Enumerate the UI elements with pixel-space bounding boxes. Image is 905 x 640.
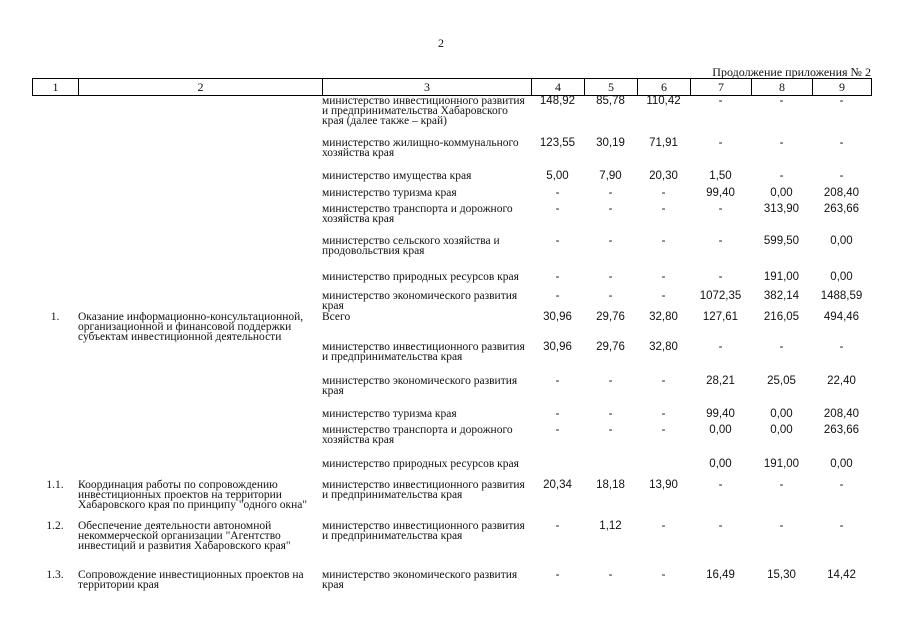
activity-name — [78, 409, 322, 425]
value-cell: - — [555, 203, 560, 215]
row-number — [32, 272, 78, 291]
value-cell: 263,66 — [823, 203, 860, 215]
executor-name: министерство инвестиционного развития и предпринимательства Хабаровского края (далее также – край) — [322, 95, 525, 127]
table-row — [32, 480, 871, 521]
table-row — [32, 521, 871, 570]
value-cell: - — [608, 187, 613, 199]
value-cell: 127,61 — [702, 311, 739, 323]
column-header-6: 6 — [638, 79, 691, 96]
value-cell: 25,05 — [767, 375, 796, 387]
table-row — [32, 204, 871, 236]
table-row — [32, 96, 871, 138]
value-cell: - — [661, 187, 666, 199]
row-number — [32, 188, 78, 204]
value-cell: 32,80 — [649, 311, 678, 323]
executor-name: министерство природных ресурсов края — [322, 458, 519, 470]
value-cell: - — [718, 137, 723, 149]
executor-name: министерство туризма края — [322, 187, 457, 199]
value-cell: - — [555, 520, 560, 532]
value-cell: - — [608, 424, 613, 436]
row-number — [32, 409, 78, 425]
row-number — [32, 138, 78, 171]
table-row — [32, 376, 871, 409]
row-number — [32, 342, 78, 376]
value-cell: 0,00 — [830, 235, 853, 247]
value-cell: - — [779, 95, 784, 107]
column-header-7: 7 — [691, 79, 752, 96]
value-cell: - — [718, 271, 723, 283]
value-cell: - — [555, 290, 560, 302]
activity-name — [78, 342, 322, 376]
row-number — [32, 96, 78, 138]
value-cell: - — [718, 95, 723, 107]
value-cell: 15,30 — [767, 569, 796, 581]
value-cell: 148,92 — [539, 95, 576, 107]
activity-name — [78, 96, 322, 138]
column-header-4: 4 — [532, 79, 585, 96]
table-row — [32, 409, 871, 425]
value-cell: 0,00 — [770, 408, 793, 420]
value-cell: 7,90 — [599, 170, 622, 182]
value-cell: 29,76 — [596, 341, 625, 353]
table-row — [32, 272, 871, 291]
value-cell: - — [718, 235, 723, 247]
table-row — [32, 236, 871, 272]
value-cell: 16,49 — [706, 569, 735, 581]
value-cell: 99,40 — [706, 187, 735, 199]
value-cell: 30,96 — [543, 311, 572, 323]
value-cell: 18,18 — [596, 479, 625, 491]
row-number: 1.3. — [46, 569, 64, 581]
value-cell: - — [555, 375, 560, 387]
value-cell: - — [661, 290, 666, 302]
executor-name: министерство экономического развития края — [322, 569, 518, 591]
row-number: 1. — [50, 311, 60, 323]
value-cell: - — [661, 375, 666, 387]
row-number — [32, 204, 78, 236]
value-cell: 29,76 — [596, 311, 625, 323]
table-row — [32, 138, 871, 171]
value-cell: - — [839, 170, 844, 182]
column-header-5: 5 — [585, 79, 638, 96]
value-cell: 1488,59 — [820, 290, 863, 302]
row-number — [32, 376, 78, 409]
value-cell: - — [779, 341, 784, 353]
table-header — [32, 78, 872, 96]
row-number: 1.2. — [46, 520, 64, 532]
value-cell: - — [839, 341, 844, 353]
value-cell: - — [555, 569, 560, 581]
value-cell — [637, 459, 690, 480]
activity-name — [78, 459, 322, 480]
value-cell: 208,40 — [823, 408, 860, 420]
value-cell: - — [608, 290, 613, 302]
executor-name: министерство туризма края — [322, 408, 457, 420]
value-cell: 599,50 — [763, 235, 800, 247]
table-row — [32, 342, 871, 376]
value-cell: - — [779, 520, 784, 532]
row-number — [32, 459, 78, 480]
executor-name: министерство сельского хозяйства и продовольствия края — [322, 235, 500, 257]
value-cell: - — [661, 520, 666, 532]
continuation-label: Продолжение приложения № 2 — [712, 65, 871, 79]
value-cell: - — [661, 424, 666, 436]
value-cell: - — [718, 203, 723, 215]
value-cell: - — [555, 424, 560, 436]
executor-name: министерство инвестиционного развития и предпринимательства края — [322, 479, 525, 501]
executor-name: министерство инвестиционного развития и предпринимательства края — [322, 520, 525, 542]
row-number — [32, 236, 78, 272]
value-cell: 1,50 — [709, 170, 732, 182]
table-row — [32, 291, 871, 312]
activity-name: Обеспечение деятельности автономной некоммерческой организации "Агентство инвестиций и развития Хабаровского края" — [78, 520, 291, 552]
activity-name: Оказание информационно-консультационной, организационной и финансовой поддержки субъектам инвестиционной деятельности — [78, 311, 304, 343]
activity-name — [78, 376, 322, 409]
value-cell: 0,00 — [709, 458, 732, 470]
value-cell: - — [661, 235, 666, 247]
activity-name — [78, 236, 322, 272]
value-cell: 208,40 — [823, 187, 860, 199]
value-cell: 30,96 — [543, 341, 572, 353]
value-cell: - — [608, 408, 613, 420]
value-cell: - — [608, 375, 613, 387]
executor-name: министерство имущества края — [322, 170, 472, 182]
value-cell: 1072,35 — [699, 290, 742, 302]
value-cell: - — [839, 479, 844, 491]
value-cell: 28,21 — [706, 375, 735, 387]
activity-name — [78, 204, 322, 236]
table-row — [32, 171, 871, 188]
value-cell: 14,42 — [827, 569, 856, 581]
value-cell: 5,00 — [546, 170, 569, 182]
value-cell: - — [718, 479, 723, 491]
value-cell: - — [839, 95, 844, 107]
activity-name: Координация работы по сопровождению инвестиционных проектов на территории Хабаровского края по принципу "одного окна" — [78, 479, 308, 511]
value-cell: - — [661, 569, 666, 581]
value-cell: - — [839, 137, 844, 149]
table-body — [32, 96, 871, 594]
value-cell: 0,00 — [770, 424, 793, 436]
value-cell: 13,90 — [649, 479, 678, 491]
column-header-9: 9 — [813, 79, 872, 96]
activity-name — [78, 291, 322, 312]
value-cell: 110,42 — [646, 95, 681, 107]
column-header-8: 8 — [752, 79, 813, 96]
value-cell: - — [839, 520, 844, 532]
value-cell: - — [779, 137, 784, 149]
value-cell — [584, 459, 637, 480]
activity-name: Сопровождение инвестиционных проектов на территории края — [78, 569, 304, 591]
value-cell: 20,30 — [649, 170, 678, 182]
value-cell: 99,40 — [706, 408, 735, 420]
executor-name: министерство инвестиционного развития и предпринимательства края — [322, 341, 525, 363]
value-cell: - — [779, 479, 784, 491]
value-cell: 0,00 — [830, 458, 853, 470]
value-cell: 263,66 — [823, 424, 860, 436]
page-number: 2 — [438, 36, 444, 50]
value-cell: 0,00 — [830, 271, 853, 283]
executor-name: министерство транспорта и дорожного хозяйства края — [322, 424, 513, 446]
value-cell: 0,00 — [709, 424, 732, 436]
column-header-3: 3 — [323, 79, 532, 96]
value-cell: - — [661, 408, 666, 420]
value-cell: 382,14 — [763, 290, 800, 302]
executor-name: министерство экономического развития края — [322, 290, 518, 312]
value-cell: - — [555, 408, 560, 420]
column-header-2: 2 — [79, 79, 323, 96]
value-cell: - — [661, 271, 666, 283]
row-number: 1.1. — [46, 479, 64, 491]
value-cell: - — [779, 170, 784, 182]
value-cell: 1,12 — [599, 520, 622, 532]
header-row — [33, 79, 872, 96]
activity-name — [78, 171, 322, 188]
executor-name: Всего — [322, 311, 351, 323]
value-cell: 191,00 — [763, 458, 800, 470]
table-row — [32, 570, 871, 594]
table-row — [32, 459, 871, 480]
activity-name — [78, 425, 322, 459]
value-cell: 85,78 — [596, 95, 625, 107]
value-cell: 20,34 — [543, 479, 572, 491]
table-row — [32, 188, 871, 204]
executor-name: министерство транспорта и дорожного хозяйства края — [322, 203, 513, 225]
value-cell: - — [555, 271, 560, 283]
activity-name — [78, 138, 322, 171]
executor-name: министерство экономического развития края — [322, 375, 518, 397]
executor-name: министерство природных ресурсов края — [322, 271, 519, 283]
value-cell: 494,46 — [823, 311, 860, 323]
value-cell: - — [718, 341, 723, 353]
row-number — [32, 171, 78, 188]
value-cell: - — [608, 569, 613, 581]
value-cell: 0,00 — [770, 187, 793, 199]
row-number — [32, 425, 78, 459]
value-cell: 71,91 — [649, 137, 678, 149]
value-cell: - — [555, 235, 560, 247]
value-cell: 313,90 — [763, 203, 800, 215]
value-cell: 191,00 — [763, 271, 800, 283]
value-cell: 32,80 — [649, 341, 678, 353]
table-row — [32, 312, 871, 342]
value-cell: 30,19 — [596, 137, 625, 149]
value-cell — [531, 459, 584, 480]
value-cell: - — [608, 203, 613, 215]
value-cell: 216,05 — [763, 311, 800, 323]
activity-name — [78, 188, 322, 204]
value-cell: - — [661, 203, 666, 215]
value-cell: - — [608, 271, 613, 283]
column-header-1: 1 — [33, 79, 79, 96]
row-number — [32, 291, 78, 312]
table-row — [32, 425, 871, 459]
executor-name: министерство жилищно-коммунального хозяйства края — [322, 137, 519, 159]
value-cell: - — [608, 235, 613, 247]
value-cell: 123,55 — [539, 137, 576, 149]
activity-name — [78, 272, 322, 291]
value-cell: 22,40 — [827, 375, 856, 387]
value-cell: - — [555, 187, 560, 199]
value-cell: - — [718, 520, 723, 532]
